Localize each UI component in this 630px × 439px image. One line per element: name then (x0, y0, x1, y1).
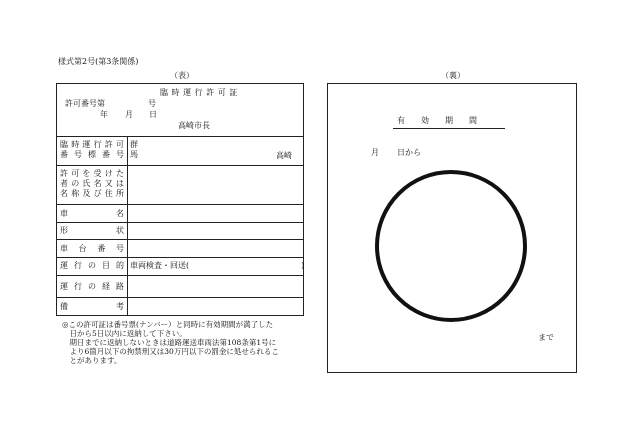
purpose-label: 運行の目的 (60, 261, 124, 270)
permit-date-year: 年 (100, 110, 108, 119)
permit-number-label: 許可番号第 (65, 99, 105, 108)
validity-circle (371, 166, 531, 326)
validity-title: 有 効 期 間 (397, 116, 477, 125)
front-side-label: （表） (170, 71, 194, 80)
back-side-label: （裏） (441, 71, 465, 80)
route-label: 運行の経路 (60, 282, 124, 291)
permit-number-suffix: 号 (148, 99, 156, 108)
remarks-label: 備考 (60, 302, 124, 311)
permit-date-day: 日 (149, 110, 157, 119)
permit-title: 臨 時 運 行 許 可 証 (160, 88, 238, 97)
body-shape-label: 形状 (60, 226, 124, 235)
form-id: 様式第2号(第3条関係) (58, 57, 139, 66)
row-divider (56, 222, 304, 223)
row-divider (56, 204, 304, 205)
permit-date-month: 月 (125, 110, 133, 119)
plate-prefix: 群馬 (130, 140, 138, 159)
validity-until: まで (538, 333, 554, 342)
row-divider (56, 275, 304, 276)
validity-from-day: 日から (397, 148, 421, 157)
plate-city: 高崎 (276, 151, 292, 160)
column-divider (127, 136, 128, 316)
row-divider (56, 165, 304, 166)
validity-title-underline (393, 128, 505, 129)
return-notice: ◎この許可証は番号票(ナンバー）と同時に有効期間が満了した 日から5日以内に返納して下さい。 期日までに返納しないときは道路運送車両法第108条第1号に より6箇月以下の拘禁刑又は30万円以下の罰金に処せられるこ とがあります。 (62, 320, 279, 365)
row-divider (56, 297, 304, 298)
vehicle-name-label: 車名 (60, 209, 124, 218)
row-divider (56, 136, 304, 137)
chassis-number-label: 車台番号 (60, 244, 124, 253)
plate-number-label: 臨時運行許可 番号標番号 (60, 140, 124, 159)
row-divider (56, 239, 304, 240)
purpose-value: 車両検査・回送( ) (130, 261, 305, 270)
row-divider (56, 257, 304, 258)
permit-issuer: 高崎市長 (178, 121, 210, 130)
validity-from-month: 月 (371, 148, 379, 157)
applicant-label: 許可を受けた 者の氏名又は 名称及び住所 (60, 169, 124, 198)
